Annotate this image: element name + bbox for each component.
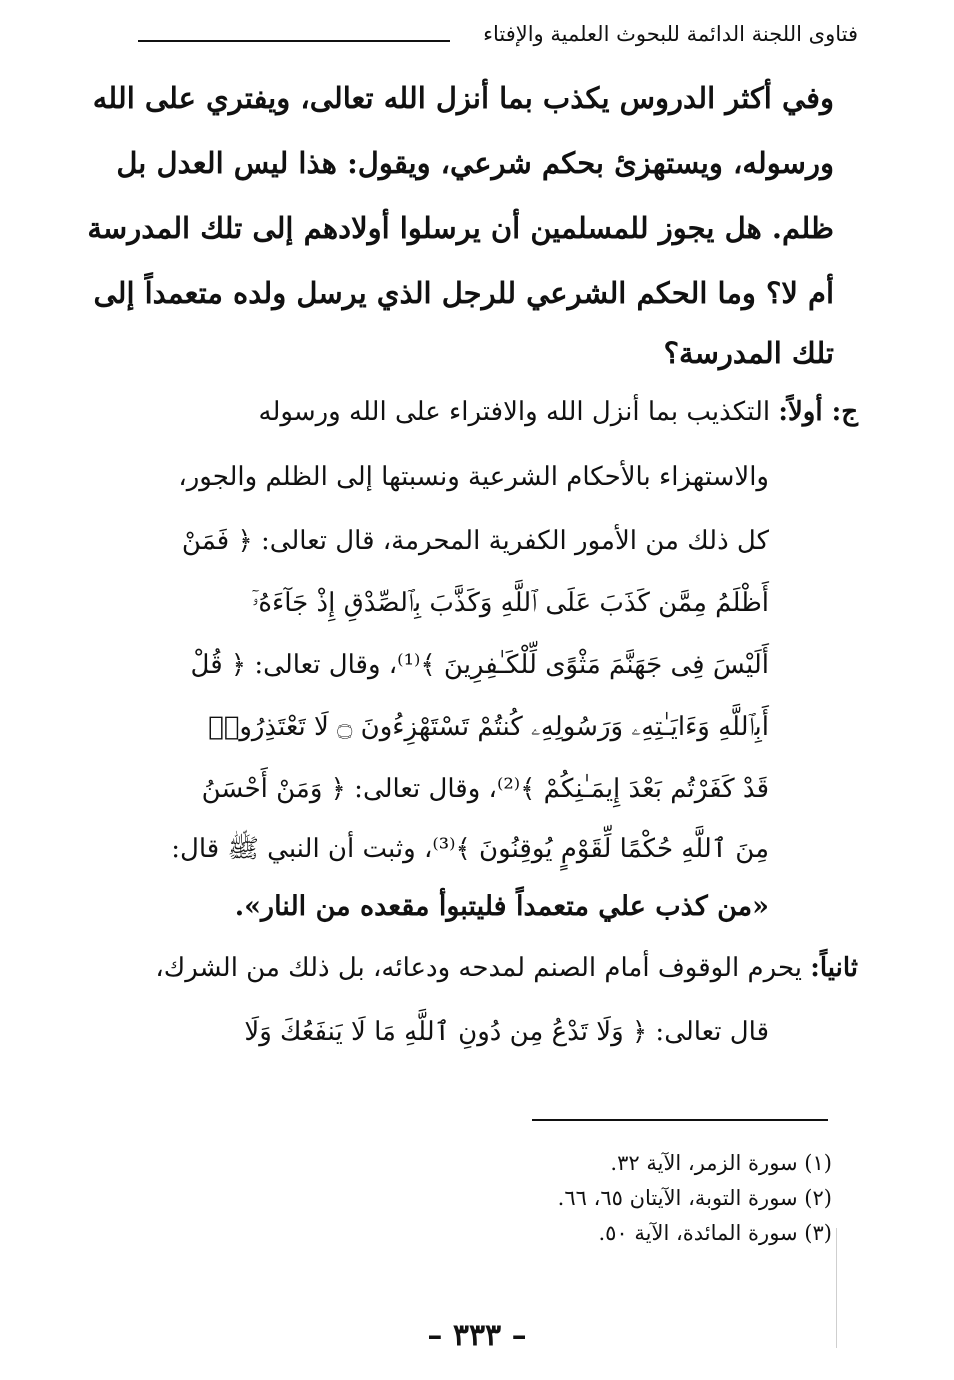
answer-first-text: التكذيب بما أنزل الله والافتراء على الله ورسوله <box>258 397 771 427</box>
answer-line: كل ذلك من الأمور الكفرية المحرمة، قال تعالى: ﴿ فَمَنْ <box>181 526 769 556</box>
answer-line: والاستهزاء بالأحكام الشرعية ونسبتها إلى الظلم والجور، <box>178 462 769 492</box>
question-line: ظلم. هل يجوز للمسلمين أن يرسلوا أولادهم إلى تلك المدرسة <box>87 211 834 245</box>
question-line: ورسوله، ويستهزئ بحكم شرعي، ويقول: هذا ليس العدل بل <box>116 146 834 180</box>
quran-verse-line: قال تعالى: ﴿ وَلَا تَدْعُ مِن دُونِ ٱللَّهِ مَا لَا يَنفَعُكَ وَلَا <box>244 1017 769 1047</box>
footnote-rule <box>532 1119 828 1121</box>
quran-verse-line: أَلَيْسَ فِى جَهَنَّمَ مَثْوًى لِّلْكَـٰفِرِينَ ﴾⁽¹⁾، وقال تعالى: ﴿ قُلْ <box>190 650 769 680</box>
running-header-title: فتاوى اللجنة الدائمة للبحوث العلمية والإفتاء <box>483 22 858 46</box>
footnote: (٢) سورة التوبة، الآيتان ٦٥، ٦٦. <box>557 1186 832 1210</box>
quran-verse-line: مِنَ ٱللَّهِ حُكْمًا لِّقَوْمٍ يُوقِنُونَ ﴾⁽³⁾، وثبت أن النبي ﷺ قال: <box>171 834 769 864</box>
header-rule <box>138 40 450 42</box>
footnote: (١) سورة الزمر، الآية ٣٢. <box>610 1151 832 1175</box>
hadith-quote: «من كذب علي متعمداً فليتبوأ مقعده من النار». <box>234 891 769 922</box>
quran-verse-line: قَدْ كَفَرْتُم بَعْدَ إِيمَـٰنِكُمْ ﴾⁽²⁾، وقال تعالى: ﴿ وَمَنْ أَحْسَنُ <box>201 774 769 804</box>
quran-verse-line: أَظْلَمُ مِمَّن كَذَبَ عَلَى ٱللَّهِ وَكَذَّبَ بِٱلصِّدْقِ إِذْ جَآءَهُۥٓ <box>251 588 769 618</box>
answer-second-text: يحرم الوقوف أمام الصنم لمدحه ودعائه، بل ذلك من الشرك، <box>155 953 802 983</box>
answer-second-line <box>155 948 858 988</box>
answer-first-line <box>259 392 858 432</box>
answer-first-label: ج: أولاً: <box>778 397 858 427</box>
question-line: وفي أكثر الدروس يكذب بما أنزل الله تعالى، ويفتري على الله <box>92 81 834 115</box>
answer-second-label: ثانياً: <box>810 953 858 983</box>
page-number: – ٣٣٣ – <box>427 1318 527 1353</box>
question-line: أم لا؟ وما الحكم الشرعي للرجل الذي يرسل ولده متعمداً إلى <box>93 276 834 310</box>
question-line: تلك المدرسة؟ <box>663 336 834 370</box>
footnote: (٣) سورة المائدة، الآية ٥٠. <box>598 1221 832 1245</box>
quran-verse-line: أَبِٱللَّهِ وَءَايَـٰتِهِۦ وَرَسُولِهِۦ كُنتُمْ تَسْتَهْزِءُونَ ۝ لَا تَعْتَذِرُوا۟ <box>208 712 769 742</box>
